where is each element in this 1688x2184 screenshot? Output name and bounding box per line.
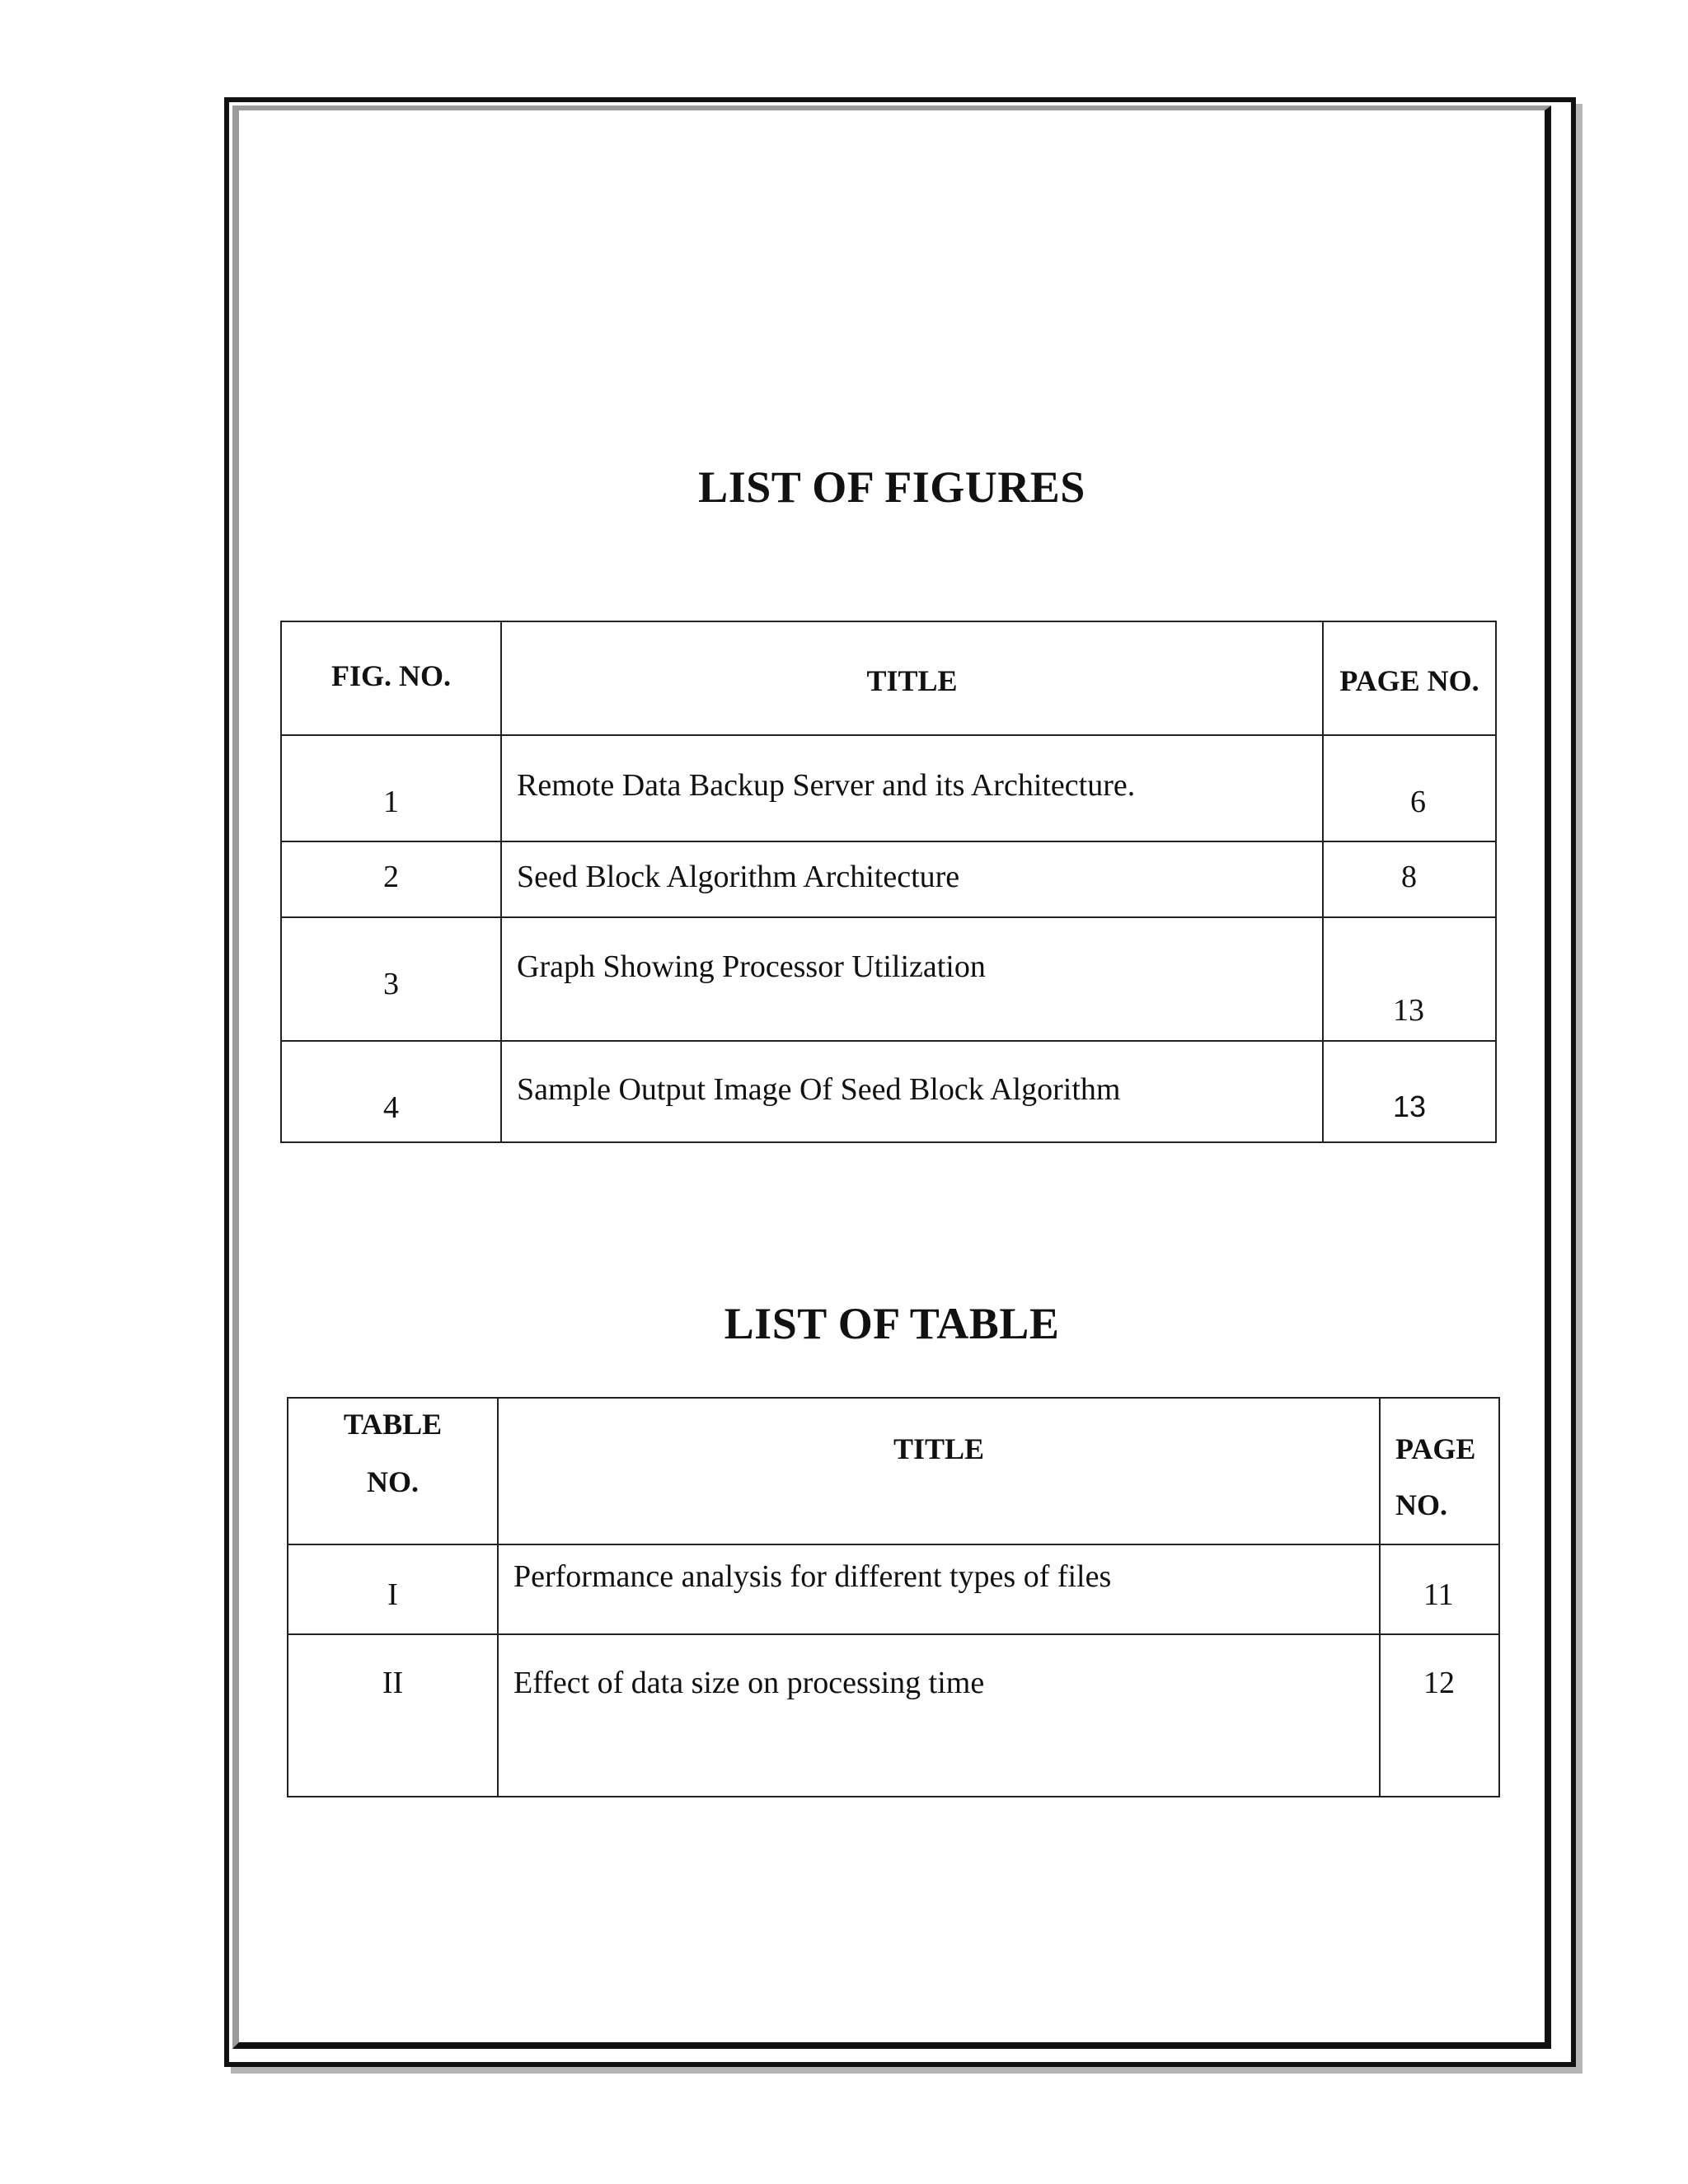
- list-of-tables-heading: LIST OF TABLE: [724, 1299, 1060, 1348]
- figure-title-cell: [501, 1041, 1323, 1142]
- figure-number: 3: [383, 967, 399, 1001]
- table-number-cell: [288, 1634, 498, 1797]
- figures-header-number: FIG. NO.: [331, 659, 451, 692]
- figure-title: Seed Block Algorithm Architecture: [517, 860, 960, 894]
- tables-header-page-line2: NO.: [1395, 1488, 1447, 1521]
- figure-page: 6: [1410, 785, 1426, 819]
- figures-header-page-cell: [1323, 621, 1496, 735]
- table-row: [288, 1634, 1499, 1797]
- tables-table: [287, 1397, 1500, 1797]
- table-number-cell: [288, 1544, 498, 1634]
- figure-title: Sample Output Image Of Seed Block Algorithm: [517, 1072, 1121, 1107]
- figures-table: [280, 621, 1497, 1143]
- figure-title-cell: [501, 917, 1323, 1041]
- figure-title: Graph Showing Processor Utilization: [517, 949, 986, 984]
- table-row: [281, 735, 1496, 841]
- table-number: I: [387, 1577, 398, 1612]
- table-title: Performance analysis for different types of files: [513, 1559, 1112, 1594]
- figure-number: 2: [383, 860, 399, 894]
- figures-header-page: PAGE NO.: [1339, 664, 1479, 697]
- figures-header-number-cell: [281, 621, 501, 735]
- figure-page-cell: [1323, 841, 1496, 917]
- tables-header-number-cell: [288, 1398, 498, 1544]
- table-title-cell: [498, 1544, 1380, 1634]
- figures-header-title: TITLE: [866, 664, 958, 697]
- table-page: 12: [1423, 1666, 1455, 1700]
- table-row: [281, 1041, 1496, 1142]
- figure-number-cell: [281, 1041, 501, 1142]
- figure-number-cell: [281, 917, 501, 1041]
- list-of-figures-heading: LIST OF FIGURES: [698, 462, 1085, 512]
- figure-page-cell: [1323, 1041, 1496, 1142]
- figure-title: Remote Data Backup Server and its Architecture.: [517, 768, 1136, 803]
- tables-header-number-line1: TABLE: [343, 1408, 443, 1441]
- tables-header-number-line2: NO.: [367, 1465, 419, 1498]
- table-title-cell: [498, 1634, 1380, 1797]
- figure-page: 8: [1401, 860, 1417, 894]
- table-page: 11: [1423, 1577, 1454, 1612]
- figure-title-cell: [501, 841, 1323, 917]
- tables-header-page-cell: [1380, 1398, 1499, 1544]
- figure-number-cell: [281, 735, 501, 841]
- table-number: II: [382, 1666, 404, 1700]
- tables-table-header-row: [288, 1398, 1499, 1544]
- table-row: [281, 917, 1496, 1041]
- table-page-cell: [1380, 1634, 1499, 1797]
- tables-header-page-line1: PAGE: [1395, 1432, 1476, 1465]
- figure-title-cell: [501, 735, 1323, 841]
- figures-table-header-row: [281, 621, 1496, 735]
- figures-header-title-cell: [501, 621, 1323, 735]
- figure-page: 13: [1393, 1090, 1427, 1123]
- table-row: [281, 841, 1496, 917]
- table-page-cell: [1380, 1544, 1499, 1634]
- table-title: Effect of data size on processing time: [513, 1666, 985, 1700]
- figure-number-cell: [281, 841, 501, 917]
- table-row: [288, 1544, 1499, 1634]
- figure-page: 13: [1393, 993, 1424, 1028]
- figure-page-cell: [1323, 917, 1496, 1041]
- figure-page-cell: [1323, 735, 1496, 841]
- tables-header-title: TITLE: [893, 1432, 985, 1465]
- figure-number: 1: [383, 785, 399, 819]
- figure-number: 4: [383, 1090, 399, 1125]
- tables-header-title-cell: [498, 1398, 1380, 1544]
